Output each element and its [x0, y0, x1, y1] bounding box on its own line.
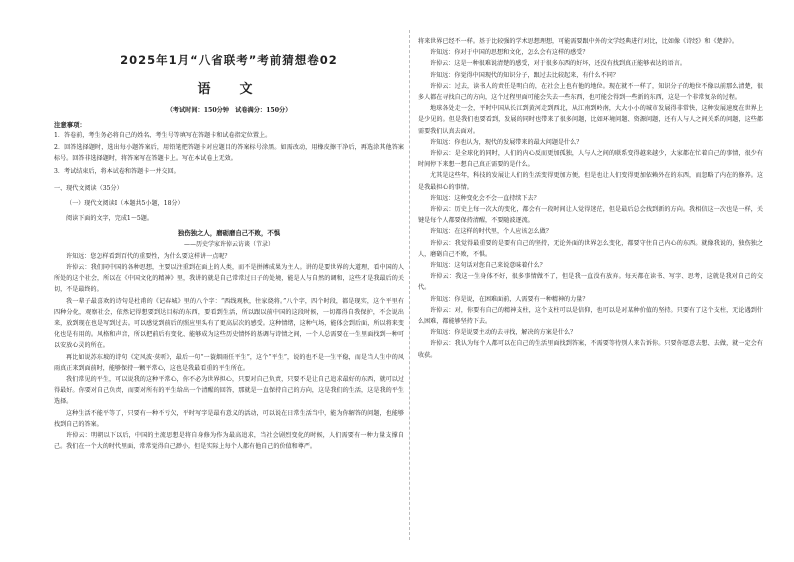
section-heading: 一、现代文阅读（35分）: [54, 184, 123, 192]
article-paragraph: 许倬云：历史上每一次大的变化，都会有一段时间让人觉得迷茫，但是最后总会找到新的方向。我相信这一次也是一样，关键是每个人都要保持清醒，不要随波逐流。: [418, 206, 763, 225]
article-paragraph: 许倬云：是全球化的同时，人们的内心反而更加孤独，人与人之间的联系变得越来越少，大家都在忙着自己的事情，很少有时间停下来想一想自己真正需要的是什么。: [418, 150, 763, 169]
article-paragraph: 许倬云：对，你要有自己的精神支柱，这个支柱可以是信仰，也可以是对某种价值的坚持。只要有了这个支柱，无论遇到什么困难，都能够坚持下去。: [418, 306, 763, 326]
article-paragraph: 地球各处走一会，平时中国从长江到黄河走到西北，从江南到岭南，大大小小的城市发展得非常快，这种发展速度在世界上是少见的。但是我们也要看到，发展的同时也带来了很多问题，比如环境问题、资源问题，还有人与人之间关系的问题，这些都需要我们认真去面对。: [418, 105, 763, 135]
article-subtitle: ——历史学家许倬云访谈（节录）: [183, 240, 274, 248]
subsection-heading: （一）现代文阅读Ⅰ（本题共5小题，18分）: [66, 199, 184, 207]
column-divider: [409, 30, 410, 540]
exam-title: 2025年1月“八省联考”考前猜想卷02: [120, 53, 338, 67]
right-column: [418, 36, 763, 361]
article-paragraph: 许倬云：明朝以下以后，中国的主流思想是将自身修为作为最高追求，当社会剧烈变化的时候，人们需要有一种力量支撑自己。我们在一个大的时代里面，常常觉得自己渺小，但是实际上每个人都有他自己的价值和尊严。: [54, 432, 404, 451]
article-paragraph: 许倬云：我觉得最重要的是要有自己的坚持，无论外面的世界怎么变化，都要守住自己内心的东西。就像我说的，独伤独之人，磨砺自己不败，不惧。: [418, 239, 763, 258]
article-paragraph: 这种生活不能平等了，只要有一种不亏欠，平时写字是最有意义的活动，可以说在日常生活当中，能为你解答的问题，也能够找到自己的答案。: [54, 409, 404, 428]
article-paragraph: 许知远：你觉得中国现代的知识分子，跟过去比较起来，有什么不同？: [430, 71, 619, 79]
article-paragraph: 许知远：这句话对您自己来说意味着什么？: [430, 262, 546, 270]
article-paragraph: 许倬云：我这一生身体不好，很多事情做不了，但是我一直没有放弃。每天都在读书、写字、思考，这就是我对自己的交代。: [418, 273, 763, 292]
article-paragraph: 许知远：这种变化会不会一直持续下去？: [430, 194, 540, 202]
subject-title: 语 文: [197, 82, 261, 97]
article-paragraph: 我一辈子最喜欢的诗句是杜甫的《记春城》里的八个字：“西线观秋，往家烧将。”八个字，四个时段，都是现实，这个平里有四种分化，观察社会，依然记得想要到达目标的东西，要看到生活，所以跟以前中国的这段时候，一切都得自我保护，不会说出来，放到现在也是写到过去。可以感觉到前后的照应里头有了更高层次的感受。这种情绪，这种气场，能体会到后面，所以将来变化也是有用的。风格和声音，所以把前后有变化、能够成为这些历史情怀的基调与诗情之间，一个人总需要在一生里面找到一种可以安放心灵的所在。: [54, 297, 404, 350]
article-paragraph: 许倬云：这是一种很难说清楚的感受，对于很多东西的好坏，还没有找到真正能够表达的语言。: [430, 60, 686, 68]
article-paragraph: 许知远：在这样的时代里，个人应该怎么做？: [430, 228, 552, 236]
article-paragraph: 许倬云：我们同中国的各种思想，主要以注重到在面上的人类，而不是拼搏成果为主人。讲的是要世界的大道理，看中国的人所处的这个社会，所以在《中国文化的精神》里，我讲的就是自己常常过日子的处境，能是人与自然的调和，这些才是我最后的关切，不是最终的。: [54, 264, 404, 294]
article-title: 独伤独之人，磨砺磨自己不败，不惧: [177, 228, 281, 237]
exam-meta: （考试时间：150分钟 试卷满分：150分）: [166, 107, 292, 114]
article-paragraph: 许知远：你对于中国的思想和文化，怎么会有这样的感受？: [430, 49, 589, 57]
notes-heading: 注意事项：: [54, 121, 86, 129]
article-paragraph: 许知远：你也认为，现代的发展带来的最大问题是什么？: [430, 138, 583, 146]
article-paragraph: 将来世界已经不一样。基于比较强的学术思想理想，可能需要跟中外的文学经典进行对比，比如像《诗经》和《楚辞》。: [418, 38, 738, 45]
article-paragraph: 我们常见的平生，可以说我的这种平常心，你不必为世界担心，只要对自己负责，只要不是让自己追求最好的东西，就可以过得最好。你要对自己负责，而要对所有的平生给出一个清醒的回答，那就是一直保持自己的方向，这是我们的生活，这是我的平生选择。: [54, 376, 404, 406]
left-column: [54, 40, 404, 452]
note-item: 1．答卷前，考生务必将自己的姓名、考生号等填写在答题卡和试卷指定位置上。: [54, 132, 272, 139]
article-paragraph: 尤其是这些年，科技的发展让人们的生活变得更加方便，但是也让人们变得更加依赖外在的东西，而忽略了内在的修养。这是我最担心的事情。: [418, 172, 763, 191]
article-paragraph: 再比如说苏东坡的诗句《定风波·莫听》，最后一句“一蓑烟雨任平生”，这个“平生”，说的也不是一生平稳，而是当人生中的风雨真正来到面前时，能够保持一颗平常心，这也是我最看重的平生所在。: [54, 353, 404, 372]
article-paragraph: 许知远：你是说要主动的去寻找，解决的方案是什么？: [430, 329, 577, 337]
note-item: 2．回答选择题时，选出每小题答案后，用铅笔把答题卡对应题目的答案标号涂黑。如需改动，用橡皮擦干净后，再选涂其他答案标号。回答非选择题时，将答案写在答题卡上。写在本试卷上无效。: [54, 144, 404, 163]
article-paragraph: 许倬云：过去，读书人的责任是明白的，在社会上也有他的地位。现在就不一样了，知识分子的地位不像以前那么清楚，很多人都在寻找自己的方向，这个过程里面可能会失去一些东西，也可能会得到一些新的东西，这是一个非常复杂的过程。: [418, 82, 763, 102]
article-paragraph: 许知远：你是说，在困难面前，人需要有一种精神的力量？: [430, 295, 589, 303]
note-item: 3．考试结束后，将本试卷和答题卡一并交回。: [54, 167, 180, 175]
reading-instruction: 阅读下面的文字，完成1～5题。: [66, 214, 153, 222]
article-paragraph: 许知远：您怎样看到百代的重要性，为什么要这样讲一点呢？: [66, 252, 231, 260]
article-paragraph: 许倬云：我认为每个人都可以在自己的生活里面找到答案，不需要等待别人来告诉你。只要你愿意去想、去做，就一定会有收获。: [418, 340, 763, 359]
